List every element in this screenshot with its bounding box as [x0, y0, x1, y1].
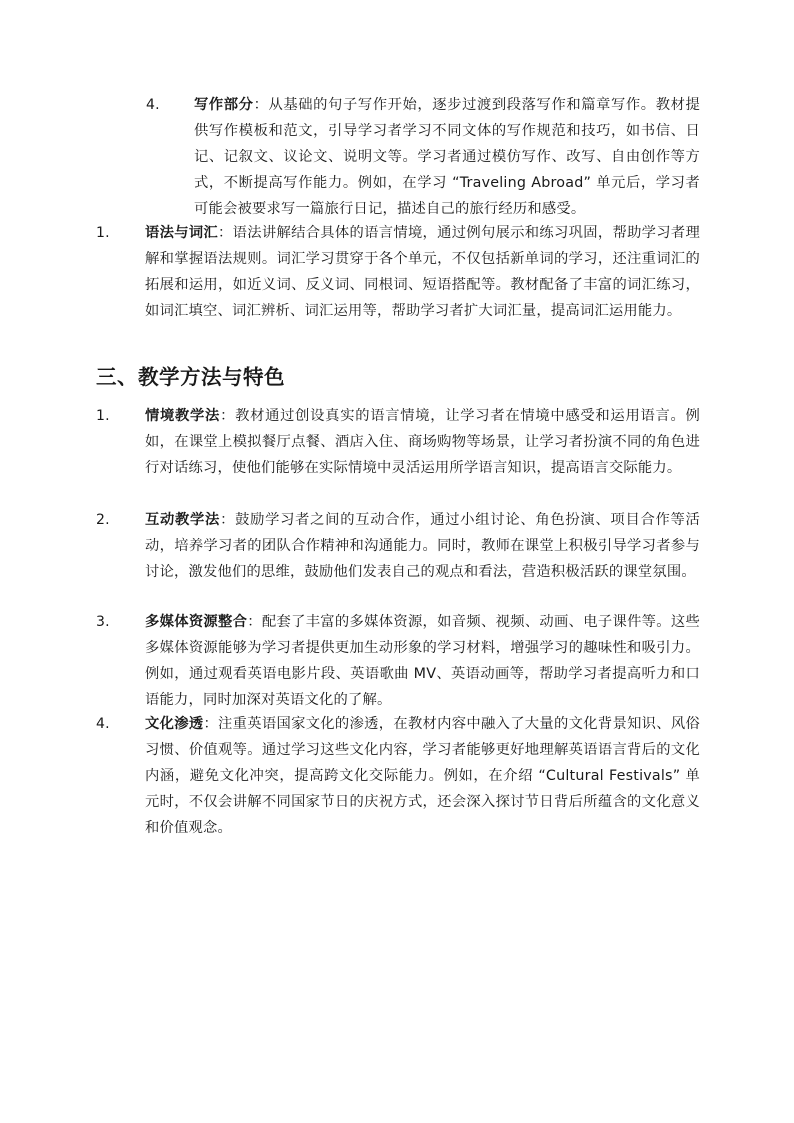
list-item-term: 互动教学法	[145, 512, 221, 528]
list-item-text: ：从基础的句子写作开始，逐步过渡到段落写作和篇章写作。教材提供写作模板和范文，引导学习者学习不同文体的写作规范和技巧，如书信、日记、记叙文、议论文、说明文等。学习者通过模仿写作、改写、自由创作等方式，不断提高写作能力。例如，在学习 “Traveling Abroad” 单元后，学习者可能会被要求写一篇旅行日记，描述自己的旅行经历和感受。	[194, 97, 700, 217]
list-item-body	[145, 507, 700, 585]
list-item-multimedia-resources	[0, 609, 794, 713]
list-item-text: ：配套了丰富的多媒体资源，如音频、视频、动画、电子课件等。这些多媒体资源能够为学习者提供更加生动形象的学习材料，增强学习的趣味性和吸引力。例如，通过观看英语电影片段、英语歌曲 MV、英语动画等，帮助学习者提高听力和口语能力，同时加深对英语文化的了解。	[145, 614, 700, 708]
list-item-term: 多媒体资源整合	[145, 614, 248, 630]
list-item-text: ：鼓励学习者之间的互动合作，通过小组讨论、角色扮演、项目合作等活动，培养学习者的团队合作精神和沟通能力。同时，教师在课堂上积极引导学习者参与讨论，激发他们的思维，鼓励他们发表自己的观点和看法，营造积极活跃的课堂氛围。	[145, 512, 700, 580]
section-heading: 三、教学方法与特色	[96, 365, 285, 389]
list-number: 4.	[146, 97, 160, 113]
list-number: 1.	[96, 225, 110, 241]
list-item-writing	[0, 92, 794, 222]
list-item-body	[145, 609, 700, 713]
list-number: 4.	[96, 716, 110, 732]
list-item-text: ：语法讲解结合具体的语言情境，通过例句展示和练习巩固，帮助学习者理解和掌握语法规则。词汇学习贯穿于各个单元，不仅包括新单词的学习，还注重词汇的拓展和运用，如近义词、反义词、同根词、短语搭配等。教材配备了丰富的词汇练习，如词汇填空、词汇辨析、词汇运用等，帮助学习者扩大词汇量，提高词汇运用能力。	[145, 225, 700, 319]
list-item-situational-teaching	[0, 403, 794, 507]
list-item-body	[145, 220, 700, 324]
list-item-interactive-teaching	[0, 507, 794, 611]
list-item-text: ：教材通过创设真实的语言情境，让学习者在情境中感受和运用语言。例如，在课堂上模拟餐厅点餐、酒店入住、商场购物等场景，让学习者扮演不同的角色进行对话练习，使他们能够在实际情境中灵活运用所学语言知识，提高语言交际能力。	[145, 408, 700, 476]
list-item-body	[194, 92, 700, 222]
list-item-text: ：注重英语国家文化的渗透，在教材内容中融入了大量的文化背景知识、风俗习惯、价值观等。通过学习这些文化内容，学习者能够更好地理解英语语言背后的文化内涵，避免文化冲突，提高跨文化交际能力。例如，在介绍 “Cultural Festivals” 单元时，不仅会讲解不同国家节日的庆祝方式，还会深入探讨节日背后所蕴含的文化意义和价值观念。	[145, 716, 700, 836]
list-item-term: 写作部分	[194, 97, 254, 113]
list-item-body	[145, 403, 700, 481]
list-item-grammar	[0, 220, 794, 344]
list-item-body	[145, 711, 700, 841]
list-number: 3.	[96, 614, 110, 630]
list-item-cultural-infusion	[0, 711, 794, 841]
list-item-term: 情境教学法	[145, 408, 221, 424]
list-item-term: 语法与词汇	[145, 225, 219, 241]
list-item-term: 文化渗透	[145, 716, 204, 732]
list-number: 1.	[96, 408, 110, 424]
list-number: 2.	[96, 512, 110, 528]
